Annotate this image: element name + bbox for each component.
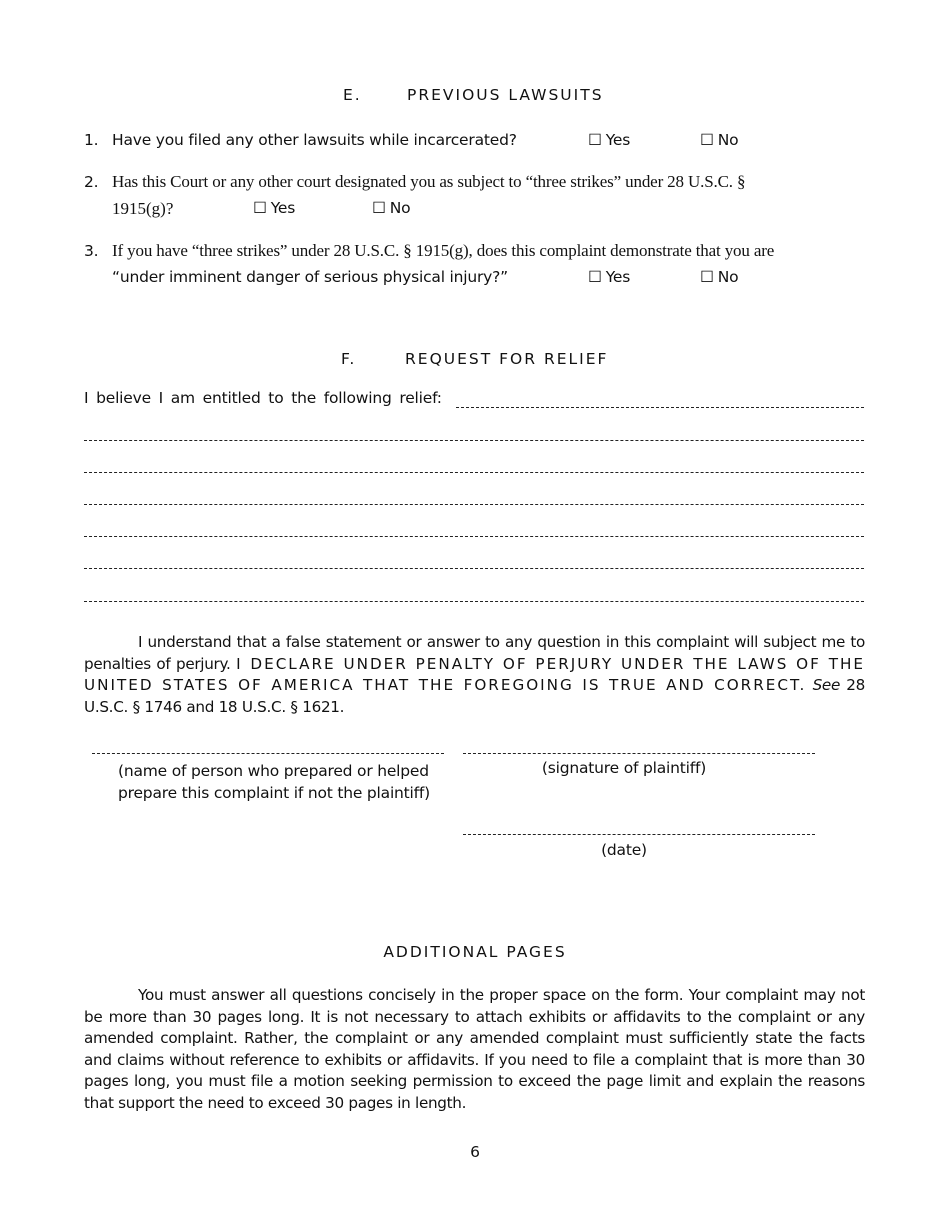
relief-input-line-3[interactable] — [84, 472, 864, 473]
preparer-caption — [118, 760, 430, 804]
plaintiff-caption: (signature of plaintiff) — [541, 759, 707, 777]
date-line[interactable] — [463, 834, 815, 835]
q2-text-line2: 1915(g)? — [112, 199, 174, 218]
additional-pages-title: ADDITIONAL PAGES — [383, 943, 567, 961]
additional-pages-text: You must answer all questions concisely in the proper space on the form. Your complaint may not be more than 30 pages long. It is not necessary to attach exhibits or affidavits to the complaint or any amended complaint. Rather, the complaint or any amended complaint must sufficiently state the facts and claims without reference to exhibits or affidavits. If you need to file a complaint that is more than 30 pages long, you must file a motion seeking permission to exceed the page limit and explain the reasons that support the need to exceed 30 pages in length. — [84, 986, 865, 1112]
plaintiff-signature-line[interactable] — [463, 753, 815, 754]
relief-input-line-1[interactable] — [456, 407, 864, 408]
q1-yes-label: Yes — [605, 131, 631, 149]
preparer-caption-line1: (name of person who prepared or helped — [118, 762, 429, 780]
q2-yes-label: Yes — [270, 199, 296, 217]
page-number: 6 — [470, 1143, 480, 1161]
q3-text-line1: If you have “three strikes” under 28 U.S.C. § 1915(g), does this complaint demonstrate that you are — [112, 241, 775, 260]
section-e-title: PREVIOUS LAWSUITS — [407, 86, 604, 104]
q1-text: Have you filed any other lawsuits while incarcerated? — [112, 131, 517, 149]
section-e-letter: E. — [343, 86, 362, 104]
q3-no-label: No — [717, 268, 739, 286]
q3-yes-checkbox[interactable] — [588, 268, 630, 286]
q1-no-checkbox[interactable] — [700, 131, 738, 149]
q2-no-checkbox[interactable] — [372, 199, 410, 217]
q1-yes-checkbox[interactable] — [588, 131, 630, 149]
q2-text-line1: Has this Court or any other court designated you as subject to “three strikes” under 28 U.S.C. § — [112, 172, 746, 191]
date-caption: (date) — [601, 841, 647, 859]
relief-input-line-7[interactable] — [84, 601, 864, 602]
relief-input-line-4[interactable] — [84, 504, 864, 505]
declaration-text: I understand that a false statement or answer to any question in this complaint will subject me to penalties of perjury. — [84, 633, 865, 673]
relief-input-line-5[interactable] — [84, 536, 864, 537]
preparer-signature-line[interactable] — [92, 753, 444, 754]
relief-input-line-6[interactable] — [84, 568, 864, 569]
section-f-title: REQUEST FOR RELIEF — [405, 350, 609, 368]
q1-number: 1. — [84, 131, 99, 149]
q2-number: 2. — [84, 173, 99, 191]
q3-text-line2: “under imminent danger of serious physical injury?” — [112, 268, 508, 286]
q3-number: 3. — [84, 242, 99, 260]
declaration-paragraph — [84, 632, 865, 718]
relief-label: I believe I am entitled to the following relief: — [84, 389, 442, 407]
section-f-letter: F. — [341, 350, 357, 368]
declaration-see: See — [812, 676, 840, 694]
declaration-citation: 28 U.S.C. § 1746 and 18 U.S.C. § 1621. — [84, 676, 865, 716]
q3-no-checkbox[interactable] — [700, 268, 738, 286]
preparer-caption-line2: prepare this complaint if not the plaintiff) — [118, 784, 431, 802]
q3-yes-label: Yes — [605, 268, 631, 286]
q1-no-label: No — [717, 131, 739, 149]
declaration-caps: I DECLARE UNDER PENALTY OF PERJURY UNDER THE LAWS OF THE UNITED STATES OF AMERICA THAT THE FOREGOING IS TRUE AND CORRECT. — [84, 654, 865, 694]
relief-input-line-2[interactable] — [84, 440, 864, 441]
q2-yes-checkbox[interactable] — [253, 199, 295, 217]
q2-no-label: No — [389, 199, 411, 217]
